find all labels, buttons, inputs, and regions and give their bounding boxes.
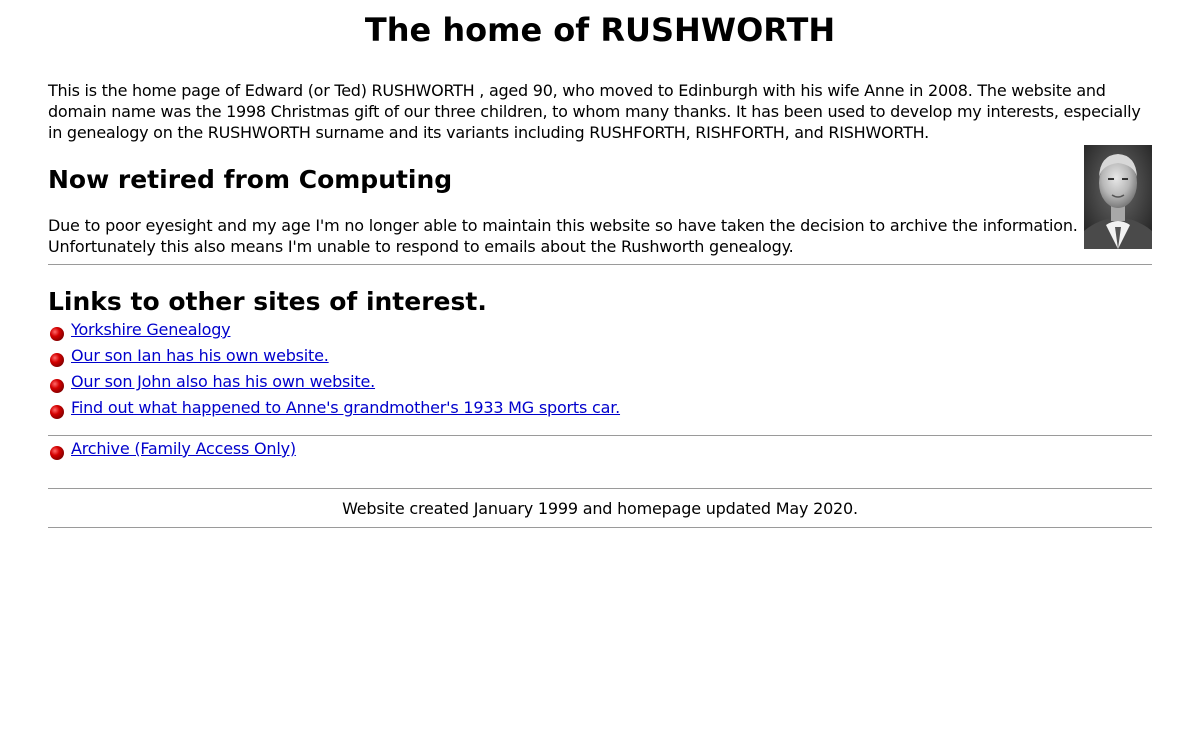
footer-text: Website created January 1999 and homepage updated May 2020.	[342, 499, 858, 518]
link-archive[interactable]: Archive (Family Access Only)	[71, 439, 296, 458]
red-ball-bullet-icon	[50, 327, 64, 341]
list-item	[48, 317, 1152, 343]
link-ian-website[interactable]: Our son Ian has his own website.	[71, 346, 329, 365]
page-title: The home of RUSHWORTH	[364, 11, 836, 49]
list-item	[48, 395, 1152, 421]
archive-list	[48, 436, 1152, 462]
link-mg-sports-car[interactable]: Find out what happened to Anne's grandmother's 1933 MG sports car.	[71, 398, 621, 417]
list-item	[48, 369, 1152, 395]
retired-paragraph: Due to poor eyesight and my age I'm no longer able to maintain this website so have taken the decision to archive the information. Unfortunately this also means I'm unable to respond to emails about the Rushworth genealogy.	[48, 216, 1078, 256]
retired-heading: Now retired from Computing	[48, 165, 453, 194]
divider	[48, 527, 1152, 528]
retired-section	[48, 143, 1152, 257]
page	[48, 0, 1152, 528]
list-item	[48, 436, 1152, 462]
red-ball-bullet-icon	[50, 446, 64, 460]
red-ball-bullet-icon	[50, 405, 64, 419]
links-heading: Links to other sites of interest.	[48, 287, 487, 316]
link-yorkshire-genealogy[interactable]: Yorkshire Genealogy	[71, 320, 231, 339]
intro-paragraph: This is the home page of Edward (or Ted) RUSHWORTH , aged 90, who moved to Edinburgh with his wife Anne in 2008. The website and domain name was the 1998 Christmas gift of our three children, to whom many thanks. It has been used to develop my interests, especially in genealogy on the RUSHWORTH surname and its variants including RUSHFORTH, RISHFORTH, and RISHWORTH.	[48, 81, 1141, 142]
list-item	[48, 343, 1152, 369]
links-list	[48, 317, 1152, 421]
red-ball-bullet-icon	[50, 353, 64, 367]
portrait-photo	[1084, 145, 1152, 249]
link-john-website[interactable]: Our son John also has his own website.	[71, 372, 376, 391]
red-ball-bullet-icon	[50, 379, 64, 393]
